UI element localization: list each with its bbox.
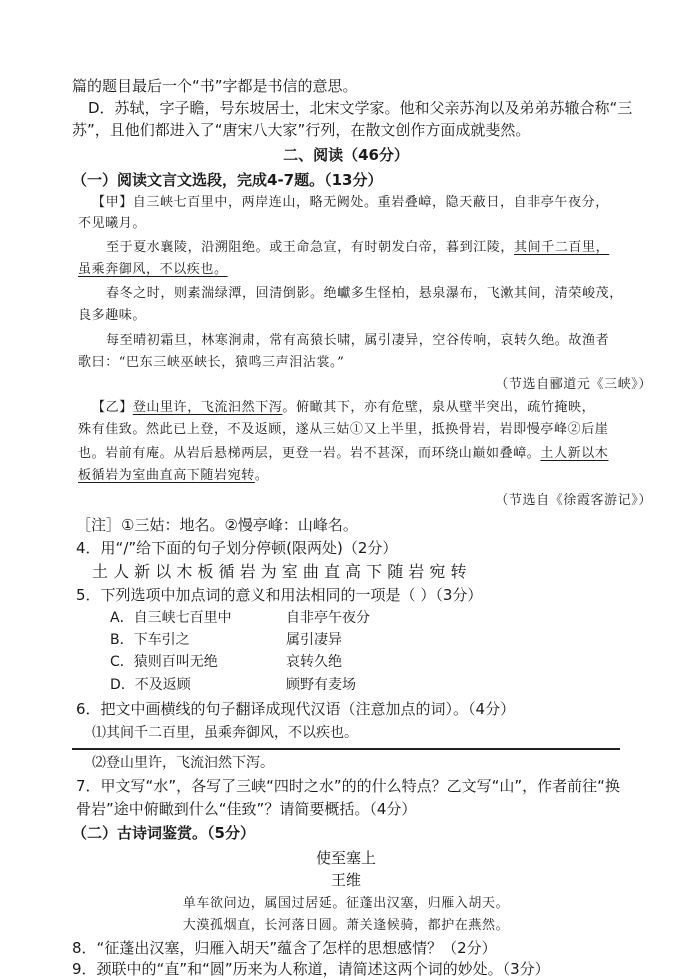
plain-text: 至于夏水襄陵，沿溯阻绝。或王命急宣，有时朝发白帝，暮到江陵，	[106, 240, 515, 255]
passage-yi-line	[92, 401, 595, 414]
passage-yi-line: 殊有佳致。然此已上登，不及返顾，遂从三姑①又上半里，抵换骨岩，岩即慢亭峰②后崖	[78, 422, 609, 437]
question-4-sentence: 土 人 新 以 木 板 循 岩 为 室 曲 直 高 下 随 岩 宛 转	[92, 562, 467, 581]
passage-jia-line: 歌曰：“巴东三峡巫峡长，猿鸣三声泪沾裳。”	[78, 355, 345, 370]
question-6-item-1: ⑴其间千二百里，虽乘奔御风，不以疾也。	[92, 725, 358, 741]
section-heading: 二、阅读（46分）	[283, 146, 409, 164]
underlined-text: 虽乘奔御风，不以疾也。	[78, 262, 228, 277]
passage-jia-line	[106, 241, 609, 254]
passage-jia-line: 【甲】自三峡七百里中，两岸连山，略无阙处。重岩叠嶂，隐天蔽日，自非亭午夜分，	[92, 195, 609, 210]
subsection-heading: （二）古诗词鉴赏。（5分）	[72, 824, 255, 842]
q5-option-left: A．自三峡七百里中	[110, 610, 232, 626]
q5-option-left: D．不及返顾	[110, 677, 191, 693]
question-9: 9．颈联中的“直”和“圆”历来为人称道，请简述这两个词的妙处。（3分）	[72, 960, 550, 978]
poem-author: 王维	[330, 871, 361, 889]
underlined-text: 土人新以木	[540, 446, 609, 461]
question-6-item-2: ⑵登山里许，飞流汩然下泻。	[92, 755, 274, 771]
underlined-text: 板循岩为室曲直高下随岩宛转	[78, 468, 255, 483]
subsection-heading: （一）阅读文言文选段，完成4-7题。（13分）	[72, 171, 383, 189]
question-5: 5．下列选项中加点词的意义和用法相同的一项是（ ）（3分）	[76, 586, 483, 604]
question-8: 8．“征蓬出汉塞，归雁入胡天”蕴含了怎样的思想感情？（2分）	[72, 939, 497, 957]
plain-text: 。	[254, 468, 269, 483]
passage-jia-line: 良多趣味。	[78, 308, 147, 323]
q5-option-left: C．猿则百叫无绝	[110, 654, 218, 670]
question-7: 7．甲文写“水”，各写了三峡“四时之水”的的什么特点？乙文写“山”，作者前往“换	[76, 777, 620, 795]
footnote: ［注］①三姑：地名。②慢亭峰：山峰名。	[76, 516, 358, 534]
plain-text: 【乙】	[92, 400, 133, 415]
q5-option-left: B．下车引之	[110, 632, 190, 648]
question-4: 4．用“/”给下面的句子划分停顿(限两处)（2分）	[76, 539, 398, 557]
poem-line: 大漠孤烟直，长河落日圆。萧关逢候骑，都护在燕然。	[182, 918, 510, 933]
underlined-text: 其间千二百里，	[514, 240, 610, 255]
q5-option-right: 顾野有麦场	[286, 677, 356, 693]
passage-jia-line: 不见曦月。	[78, 216, 147, 231]
q5-option-right: 哀转久绝	[286, 654, 342, 670]
source-citation: （节选自郦道元《三峡》）	[495, 377, 652, 392]
poem-line: 单车欲问边，属国过居延。征蓬出汉塞，归雁入胡天。	[182, 896, 510, 911]
question-6: 6．把文中画横线的句子翻译成现代汉语（注意加点的词）。（4分）	[76, 700, 516, 718]
passage-yi-line	[78, 469, 268, 482]
divider-line	[72, 748, 620, 750]
option-d-line: 苏”，且他们都进入了“唐宋八大家”行列，在散文创作方面成就斐然。	[72, 121, 531, 139]
text-line: 篇的题目最后一个“书”字都是书信的意思。	[72, 77, 358, 95]
q5-option-right: 属引凄异	[286, 632, 342, 648]
underlined-text: 登山里许，飞流汩然下泻	[132, 400, 283, 415]
passage-jia-line: 每至晴初霜旦，林寒涧肃，常有高猿长啸，属引凄异，空谷传响，哀转久绝。故渔者	[106, 333, 610, 348]
q5-option-right: 自非亭午夜分	[286, 610, 370, 626]
option-d-line: D．苏轼，字子瞻，号东坡居士，北宋文学家。他和父亲苏洵以及弟弟苏辙合称“三	[88, 99, 633, 117]
passage-yi-line	[78, 447, 608, 460]
poem-title: 使至塞上	[315, 849, 376, 867]
passage-jia-line: 春冬之时，则素湍绿潭，回清倒影。绝巘多生怪柏，悬泉瀑布，飞漱其间，清荣峻茂，	[106, 286, 623, 301]
plain-text: 也。岩前有庵。从岩后悬梯两层，更登一岩。岩不甚深，而环绕山巅如叠嶂。	[78, 446, 541, 461]
question-7: 骨岩”途中俯瞰到什么“佳致”？请简要概括。（4分）	[76, 800, 417, 818]
source-citation: （节选自《徐霞客游记》）	[495, 493, 652, 508]
plain-text: 。俯瞰其下，亦有危壁，泉从壁半突出，疏竹掩映，	[282, 400, 596, 415]
